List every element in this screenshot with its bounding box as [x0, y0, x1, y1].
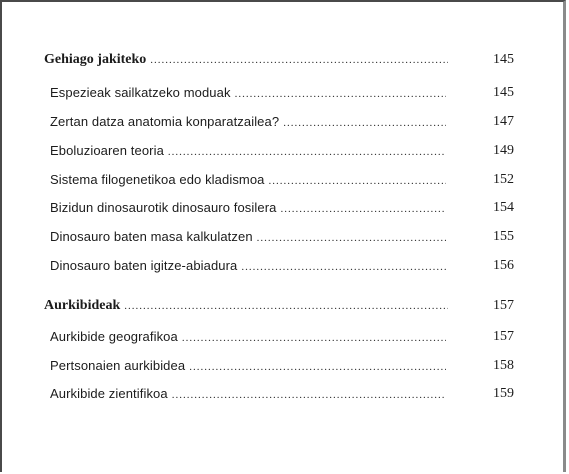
toc-entry[interactable]: [50, 256, 450, 276]
toc-page-number: 149: [493, 143, 514, 158]
toc-entry[interactable]: [50, 83, 450, 103]
dot-leader: [241, 257, 446, 277]
dot-leader: [168, 142, 446, 162]
toc-section-gehiago-jakiteko[interactable]: [44, 50, 452, 70]
toc-entry-label: Aurkibide zientifikoa: [50, 386, 168, 401]
toc-entry[interactable]: [50, 112, 450, 132]
toc-section-aurkibideak[interactable]: [44, 296, 452, 316]
toc-entry[interactable]: [50, 141, 450, 161]
toc-entry-label: Espezieak sailkatzeko moduak: [50, 85, 231, 100]
toc-page-number: 145: [493, 85, 514, 100]
dot-leader: [150, 50, 448, 70]
dot-leader: [235, 84, 446, 104]
toc-page-number: 147: [493, 114, 514, 129]
toc-page-number: 158: [493, 358, 514, 373]
toc-section-title: Gehiago jakiteko: [44, 52, 147, 67]
dot-leader: [124, 296, 448, 316]
toc-entry[interactable]: [50, 384, 450, 404]
toc-page-number: 152: [493, 172, 514, 187]
toc-entry[interactable]: [50, 327, 450, 347]
toc-entry-label: Aurkibide geografikoa: [50, 329, 178, 344]
toc-entry-label: Zertan datza anatomia konparatzailea?: [50, 114, 280, 129]
toc-entry[interactable]: [50, 356, 450, 376]
toc-entry-label: Bizidun dinosaurotik dinosauro fosilera: [50, 200, 277, 215]
toc-entry[interactable]: [50, 227, 450, 247]
dot-leader: [189, 357, 446, 377]
toc-page-number: 159: [493, 386, 514, 401]
toc-entry[interactable]: [50, 198, 450, 218]
toc-entry-label: Dinosauro baten masa kalkulatzen: [50, 229, 253, 244]
toc-page-number: 157: [493, 329, 514, 344]
toc-page-number: 156: [493, 258, 514, 273]
toc-entry-label: Sistema filogenetikoa edo kladismoa: [50, 172, 265, 187]
dot-leader: [182, 328, 446, 348]
toc-section-title: Aurkibideak: [44, 298, 121, 313]
toc-entry-label: Dinosauro baten igitze-abiadura: [50, 258, 238, 273]
toc-entry[interactable]: [50, 170, 450, 190]
toc-page-number: 157: [493, 298, 514, 313]
dot-leader: [172, 385, 446, 405]
toc-entry-label: Pertsonaien aurkibidea: [50, 358, 186, 373]
dot-leader: [257, 228, 446, 248]
toc-page-number: 154: [493, 200, 514, 215]
dot-leader: [280, 199, 446, 219]
dot-leader: [269, 171, 446, 191]
dot-leader: [283, 113, 446, 133]
toc-page-number: 155: [493, 229, 514, 244]
toc-entry-label: Eboluzioaren teoria: [50, 143, 164, 158]
toc-page-number: 145: [493, 52, 514, 67]
